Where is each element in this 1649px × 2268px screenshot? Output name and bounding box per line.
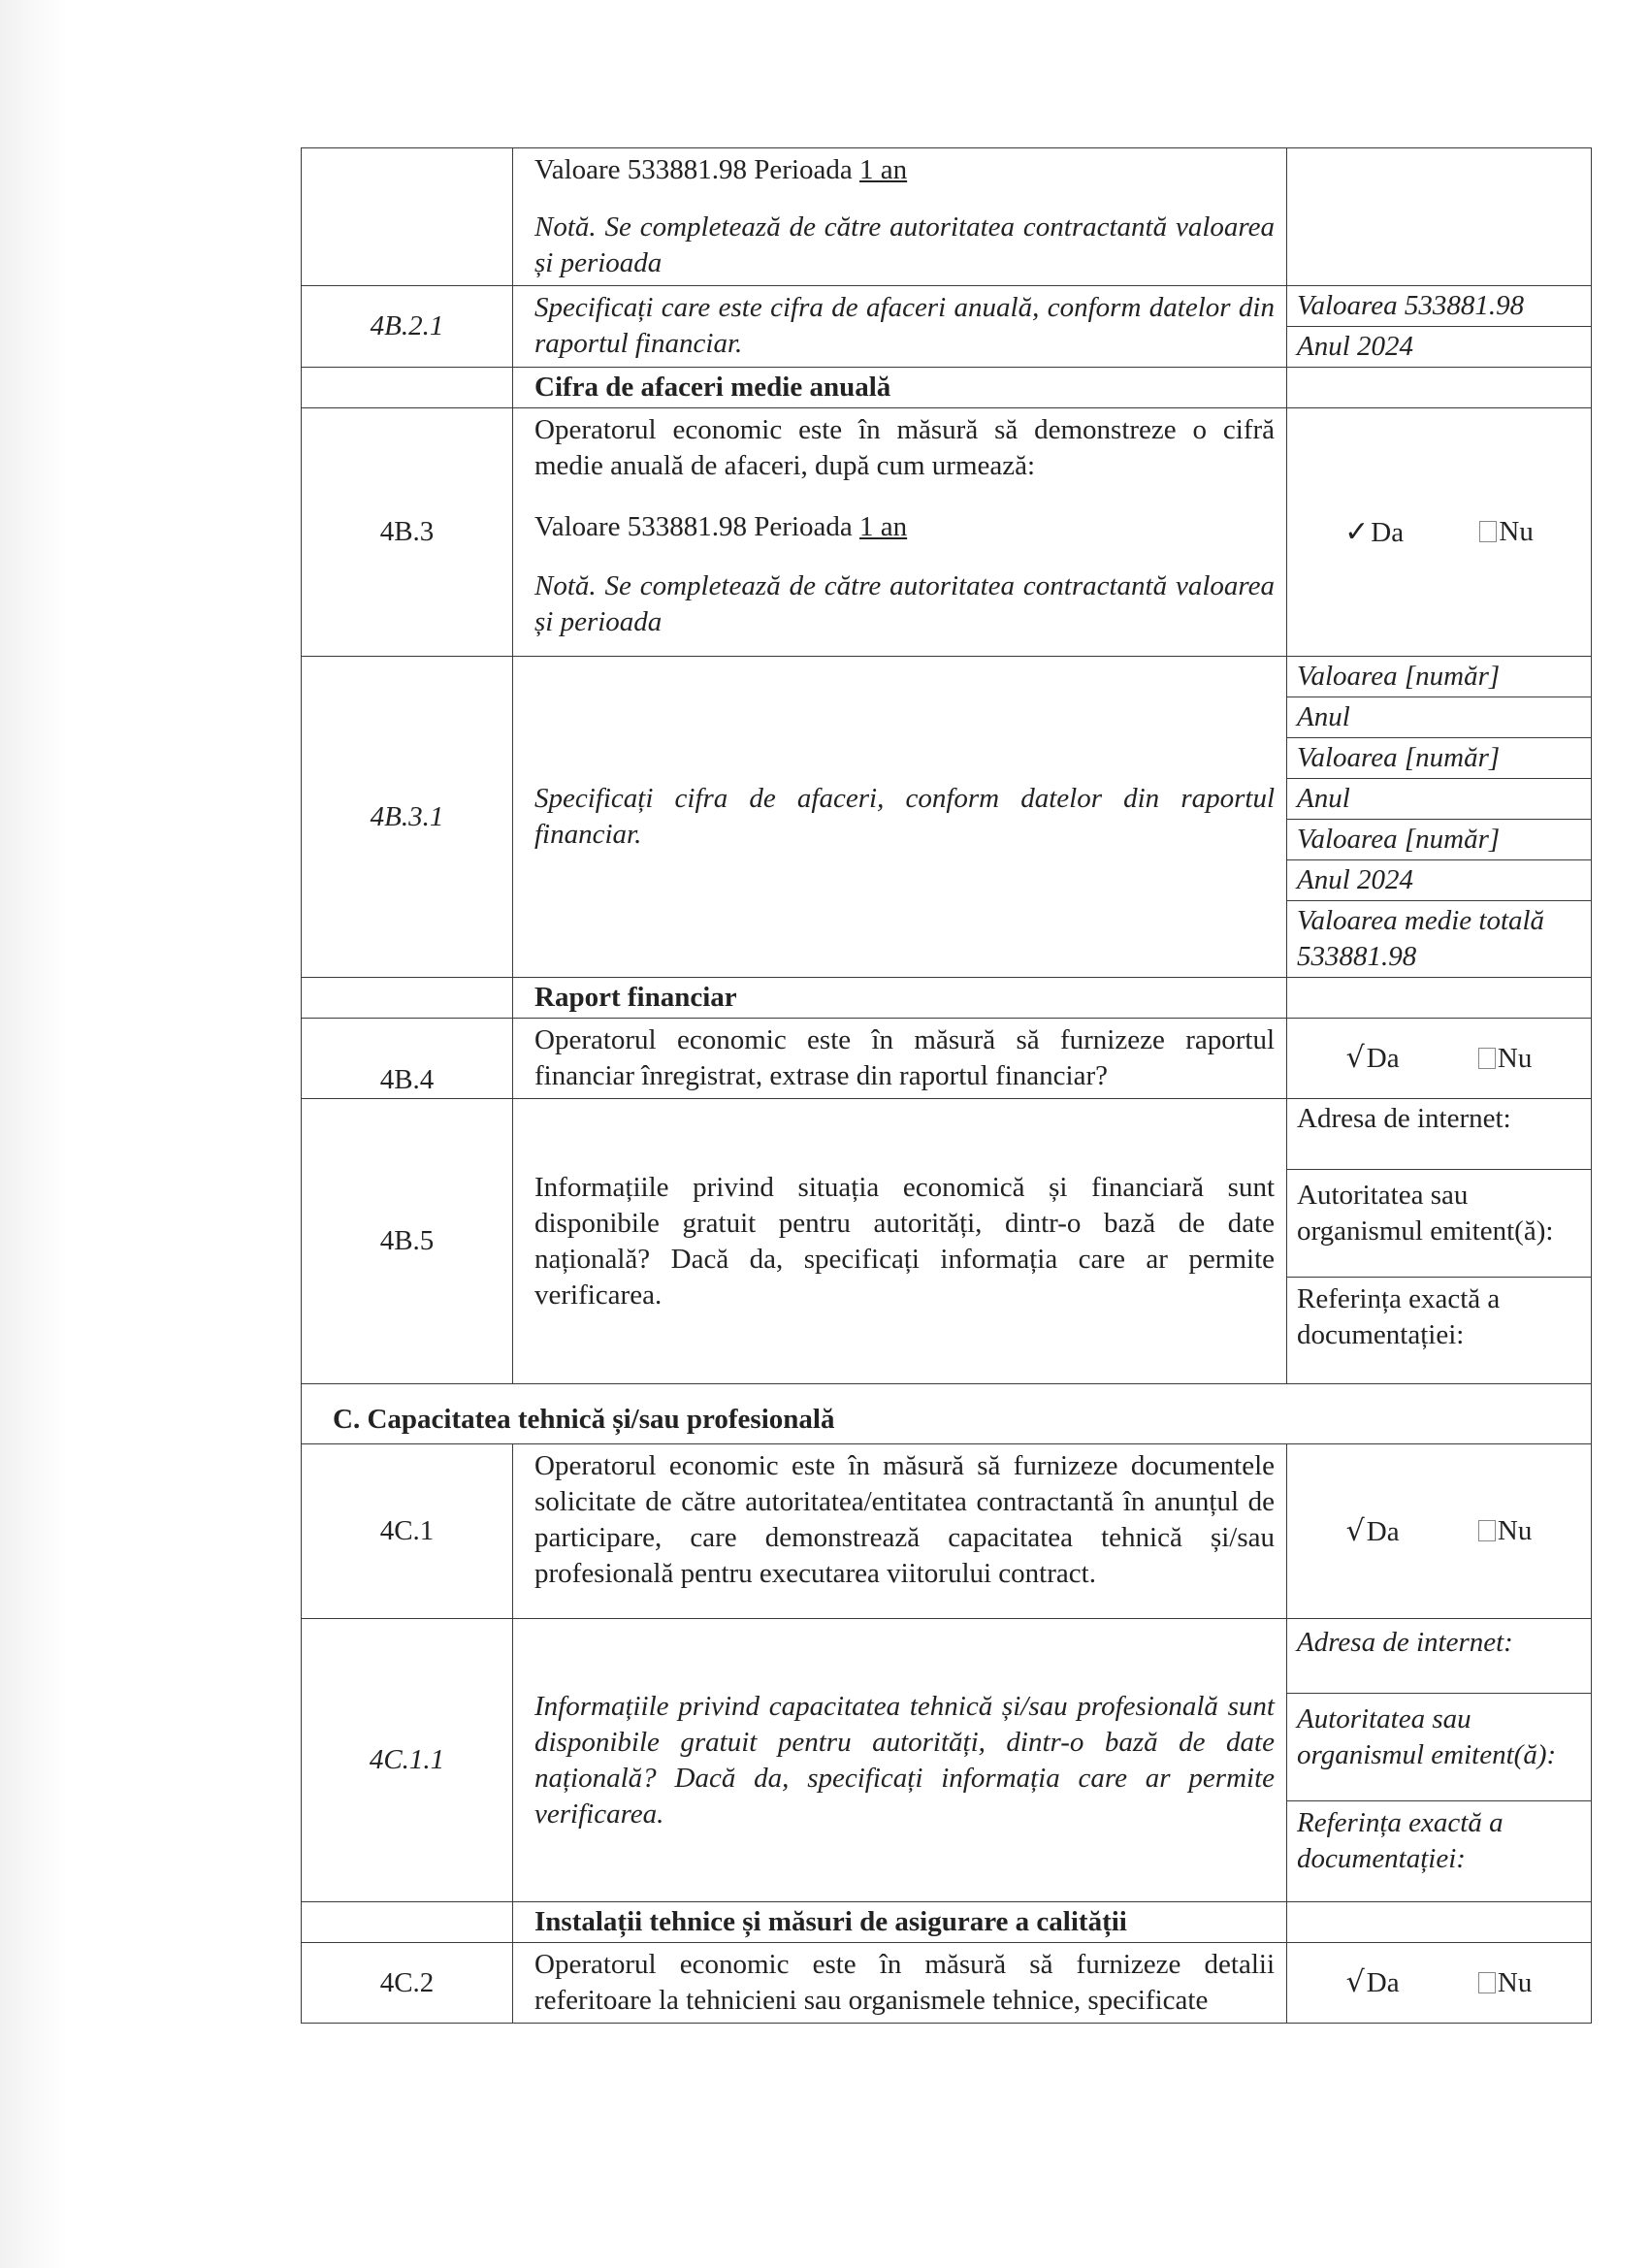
- row-code-empty: [302, 978, 513, 1019]
- checkbox-icon: [1478, 1048, 1496, 1069]
- checkmark-icon: √: [1345, 1965, 1365, 1999]
- option-label: Da: [1371, 516, 1405, 548]
- question-cell: Specificați care este cifra de afaceri anuală, conform datelor din raportul financiar.: [513, 286, 1287, 368]
- row-code: 4B.5: [302, 1099, 513, 1384]
- answer-internet-address[interactable]: Adresa de internet:: [1287, 1099, 1591, 1170]
- answer-cell: [1287, 408, 1592, 657]
- question-cell: Informațiile privind capacitatea tehnică și/sau profesională sunt disponibile gratuit pentru autorități, dintr-o bază de date națională? Dacă da, specificați informația care ar permite verificarea.: [513, 1619, 1287, 1902]
- table-row: [302, 148, 1592, 286]
- table-row: [302, 1099, 1592, 1384]
- subheading: Raport financiar: [513, 978, 1287, 1019]
- row-code-empty: [302, 1902, 513, 1943]
- answer-exact-reference[interactable]: Referința exactă a documentației:: [1297, 1807, 1504, 1874]
- question-cell: Operatorul economic este în măsură să furnizeze raportul financiar înregistrat, extrase din raportul financiar?: [513, 1019, 1287, 1099]
- scan-edge-shadow: [0, 0, 68, 2268]
- row-code: 4C.1.1: [302, 1619, 513, 1902]
- form-sheet: [301, 147, 1591, 2024]
- question-cell: Informațiile privind situația economică și financiară sunt disponibile gratuit pentru autorități, dintr-o bază de date națională? Dacă da, specificați informația care ar permite verificarea.: [513, 1099, 1287, 1384]
- answer-cell-empty: [1287, 978, 1592, 1019]
- checkbox-icon: [1479, 521, 1497, 542]
- answer-cell: [1287, 657, 1592, 978]
- answer-line[interactable]: Valoarea [număr]: [1287, 738, 1591, 779]
- table-row: [302, 1444, 1592, 1619]
- option-label: Da: [1366, 1515, 1400, 1547]
- subheading: Instalații tehnice și măsuri de asigurare a calității: [513, 1902, 1287, 1943]
- row-code: 4B.4: [302, 1019, 513, 1099]
- question-cell: Operatorul economic este în măsură să furnizeze documentele solicitate de către autoritatea/entitatea contractantă în anunțul de participare, care demonstrează capacitatea tehnică și/sau profesională pentru executarea viitorului contract.: [513, 1444, 1287, 1619]
- da-nu-choice: [1287, 1513, 1591, 1550]
- table-row: [302, 1384, 1592, 1444]
- row-code: 4B.3.1: [302, 657, 513, 978]
- answer-cell: [1287, 1099, 1592, 1384]
- da-nu-choice: [1287, 1040, 1591, 1077]
- value-period-line: Valoare 533881.98 Perioada: [534, 511, 853, 542]
- option-label: Da: [1366, 1967, 1400, 1998]
- answer-line[interactable]: Anul: [1287, 779, 1591, 820]
- da-nu-choice: [1287, 514, 1591, 551]
- row-code: 4C.2: [302, 1943, 513, 2024]
- answer-cell: [1287, 1019, 1592, 1099]
- table-row: [302, 408, 1592, 657]
- option-da[interactable]: [1344, 514, 1404, 551]
- option-label: Nu: [1497, 1042, 1533, 1074]
- form-table: [301, 147, 1592, 2024]
- answer-internet-address[interactable]: Adresa de internet:: [1287, 1619, 1591, 1694]
- option-nu[interactable]: [1478, 1513, 1532, 1549]
- answer-exact-reference[interactable]: Referința exactă a documentației:: [1297, 1283, 1501, 1350]
- answer-line[interactable]: Valoarea medie totală 533881.98: [1297, 905, 1545, 972]
- option-nu[interactable]: [1478, 1041, 1532, 1077]
- checkmark-icon: √: [1345, 1041, 1365, 1075]
- question-cell: [513, 148, 1287, 286]
- question-cell: Operatorul economic este în măsură să furnizeze detalii referitoare la tehnicieni sau organismele tehnice, specificate: [513, 1943, 1287, 2024]
- note-text: Notă. Se completează de către autoritatea contractantă valoarea și perioada: [534, 570, 1275, 637]
- option-label: Nu: [1499, 516, 1534, 547]
- period-value: 1 an: [859, 511, 908, 542]
- answer-line[interactable]: Anul 2024: [1287, 860, 1591, 901]
- option-da[interactable]: [1346, 1964, 1400, 2001]
- row-code: 4B.3: [302, 408, 513, 657]
- answer-line[interactable]: Anul: [1287, 697, 1591, 738]
- option-nu[interactable]: [1478, 1965, 1532, 2001]
- table-row: [302, 1619, 1592, 1902]
- subheading: Cifra de afaceri medie anuală: [513, 368, 1287, 408]
- row-code: 4B.2.1: [302, 286, 513, 368]
- row-code-empty: [302, 368, 513, 408]
- answer-cell: [1287, 1619, 1592, 1902]
- checkmark-icon: ✓: [1344, 514, 1370, 549]
- option-label: Da: [1366, 1043, 1400, 1074]
- table-row: [302, 1902, 1592, 1943]
- question-cell: Specificați cifra de afaceri, conform datelor din raportul financiar.: [513, 657, 1287, 978]
- option-label: Nu: [1497, 1515, 1533, 1546]
- answer-line[interactable]: Valoarea [număr]: [1287, 820, 1591, 860]
- option-nu[interactable]: [1479, 514, 1533, 550]
- note-text: Notă. Se completează de către autoritatea contractantă valoarea și perioada: [534, 211, 1275, 278]
- answer-value[interactable]: Valoarea 533881.98: [1287, 286, 1591, 327]
- answer-year[interactable]: Anul 2024: [1297, 331, 1414, 362]
- period-value: 1 an: [859, 154, 908, 185]
- answer-issuing-authority[interactable]: Autoritatea sau organismul emitent(ă):: [1287, 1170, 1591, 1278]
- option-da[interactable]: [1346, 1513, 1400, 1550]
- answer-cell: [1287, 1943, 1592, 2024]
- answer-cell: [1287, 1444, 1592, 1619]
- checkmark-icon: √: [1345, 1513, 1365, 1548]
- answer-cell-empty: [1287, 148, 1592, 286]
- da-nu-choice: [1287, 1964, 1591, 2001]
- answer-cell-empty: [1287, 368, 1592, 408]
- answer-cell: [1287, 286, 1592, 368]
- section-heading: C. Capacitatea tehnică și/sau profesională: [302, 1384, 1592, 1444]
- table-row: [302, 978, 1592, 1019]
- table-row: [302, 1943, 1592, 2024]
- question-cell: [513, 408, 1287, 657]
- row-code-empty: [302, 148, 513, 286]
- value-period-line: Valoare 533881.98 Perioada: [534, 154, 853, 185]
- row-code: 4C.1: [302, 1444, 513, 1619]
- answer-line[interactable]: Valoarea [număr]: [1287, 657, 1591, 697]
- question-text: Operatorul economic este în măsură să demonstreze o cifră medie anuală de afaceri, după cum urmează:: [534, 414, 1275, 481]
- option-da[interactable]: [1346, 1040, 1400, 1077]
- table-row: [302, 286, 1592, 368]
- table-row: [302, 368, 1592, 408]
- answer-issuing-authority[interactable]: Autoritatea sau organismul emitent(ă):: [1287, 1694, 1591, 1801]
- table-row: [302, 1019, 1592, 1099]
- option-label: Nu: [1497, 1966, 1533, 1998]
- table-row: [302, 657, 1592, 978]
- checkbox-icon: [1478, 1520, 1496, 1541]
- answer-cell-empty: [1287, 1902, 1592, 1943]
- checkbox-icon: [1478, 1972, 1496, 1993]
